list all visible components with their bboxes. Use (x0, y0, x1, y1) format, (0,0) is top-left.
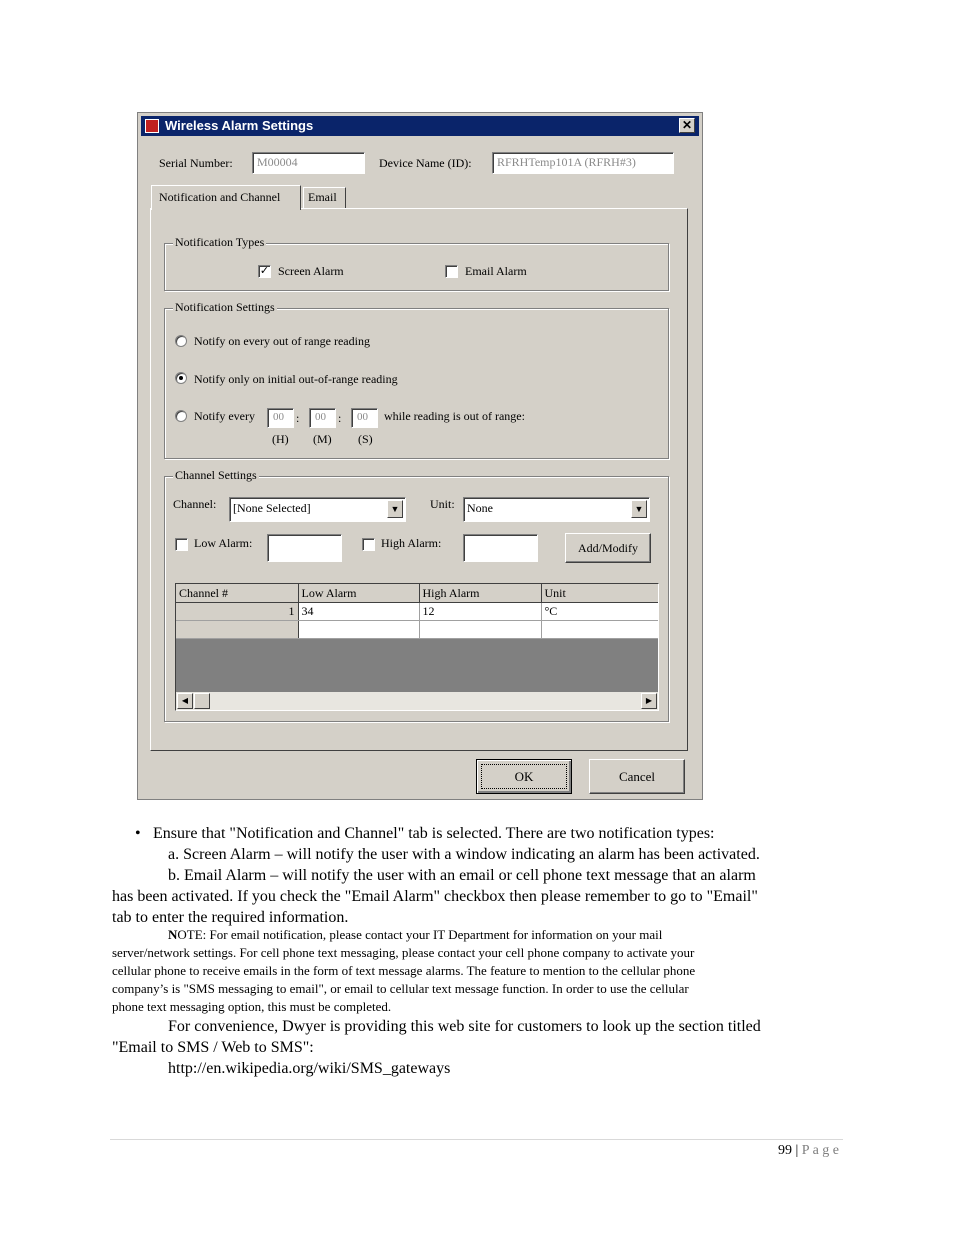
cancel-button[interactable]: Cancel (589, 759, 685, 794)
group-title: Notification Settings (175, 300, 275, 314)
notify-interval-label: Notify every (194, 409, 255, 423)
grid-cell[interactable] (298, 621, 419, 639)
low-alarm-label: Low Alarm: (194, 536, 253, 550)
tab-notification-and-channel[interactable] (151, 185, 301, 210)
grid-cell[interactable]: 12 (419, 603, 541, 621)
tab-email[interactable] (303, 187, 346, 208)
minutes-unit-label: (M) (313, 432, 332, 446)
dialog-title: Wireless Alarm Settings (165, 118, 314, 133)
note-text: company’s is "SMS messaging to email", or email to cellular text message function. In order to use the cellular (112, 981, 689, 996)
hours-field[interactable]: 00 (267, 408, 294, 428)
grid-cell[interactable]: 1 (176, 603, 298, 621)
table-row[interactable] (176, 621, 658, 639)
out-of-range-label: while reading is out of range: (384, 409, 525, 423)
title-bar (141, 116, 699, 136)
notify-every-reading-label: Notify on every out of range reading (194, 334, 370, 348)
note-text: phone text messaging option, this must be completed. (112, 999, 392, 1014)
item-a-text: a. Screen Alarm – will notify the user with a window indicating an alarm has been activated. (168, 846, 760, 863)
device-name-label: Device Name (ID): (379, 156, 472, 170)
grid-cell[interactable]: °C (541, 603, 658, 621)
time-separator: : (338, 411, 342, 425)
note-initial: N (168, 927, 178, 942)
bullet-icon: • (135, 825, 141, 842)
email-alarm-checkbox[interactable] (445, 265, 458, 278)
note-text: OTE: For email notification, please contact your IT Department for information on your mail (177, 927, 663, 942)
footer-separator: | (795, 1143, 799, 1158)
scroll-left-icon[interactable]: ◀ (177, 693, 193, 709)
grid-header[interactable]: Channel # (176, 584, 298, 603)
bullet-text: Ensure that "Notification and Channel" tab is selected. There are two notification types: (153, 825, 715, 842)
unit-select[interactable] (463, 497, 650, 522)
time-separator: : (296, 411, 300, 425)
grid-cell[interactable] (176, 621, 298, 639)
tab-label: Email (308, 190, 337, 204)
note-text: cellular phone to receive emails in the form of text message alarms. The feature to mention to the cellular phone (112, 963, 696, 978)
chevron-down-icon[interactable]: ▼ (631, 500, 647, 518)
screen-alarm-checkbox[interactable]: ✓ (259, 265, 270, 277)
item-b-text: tab to enter the required information. (112, 909, 349, 926)
channel-select-value: [None Selected] (233, 501, 311, 515)
notify-initial-reading-radio[interactable] (175, 372, 187, 384)
page-footer (600, 1143, 839, 1159)
grid-cell[interactable]: 34 (298, 603, 419, 621)
footer-divider (110, 1139, 843, 1140)
chevron-down-icon[interactable]: ▼ (387, 500, 403, 518)
note-text: server/network settings. For cell phone text messaging, please contact your cell phone company to activate your (112, 945, 695, 960)
scroll-thumb[interactable] (194, 693, 210, 709)
low-alarm-checkbox[interactable] (175, 538, 188, 551)
hours-unit-label: (H) (272, 432, 289, 446)
device-name-field[interactable]: RFRHTemp101A (RFRH#3) (492, 152, 674, 174)
channel-grid (175, 583, 659, 711)
unit-select-value: None (467, 501, 493, 515)
horizontal-scrollbar[interactable] (176, 692, 658, 710)
minutes-field[interactable]: 00 (309, 408, 336, 428)
notify-initial-reading-label: Notify only on initial out-of-range reading (194, 372, 398, 386)
item-b-text: has been activated. If you check the "Email Alarm" checkbox then please remember to go to "Email" (112, 888, 758, 905)
high-alarm-input[interactable] (463, 534, 538, 562)
serial-number-label: Serial Number: (159, 156, 233, 170)
table-row[interactable] (176, 603, 658, 621)
serial-number-field[interactable]: M00004 (252, 152, 365, 174)
channel-label: Channel: (173, 497, 217, 511)
page-number: 99 (777, 1143, 792, 1158)
group-title: Channel Settings (175, 468, 257, 482)
page-word: P a g e (801, 1143, 839, 1158)
high-alarm-checkbox[interactable] (362, 538, 375, 551)
item-b-text: b. Email Alarm – will notify the user with an email or cell phone text message that an alarm (168, 867, 756, 884)
convenience-text: For convenience, Dwyer is providing this web site for customers to look up the section titled (168, 1018, 761, 1035)
grid-header[interactable]: Unit (541, 584, 658, 603)
app-icon (145, 119, 159, 133)
convenience-text: "Email to SMS / Web to SMS": (112, 1039, 314, 1056)
scroll-right-icon[interactable]: ▶ (641, 693, 657, 709)
tab-label: Notification and Channel (159, 190, 281, 204)
sms-gateways-link[interactable]: http://en.wikipedia.org/wiki/SMS_gateways (168, 1060, 451, 1077)
low-alarm-input[interactable] (267, 534, 342, 562)
notification-types-group (164, 235, 669, 291)
unit-label: Unit: (430, 497, 455, 511)
high-alarm-label: High Alarm: (381, 536, 442, 550)
ok-button-label: OK (481, 764, 567, 789)
group-title: Notification Types (175, 235, 265, 249)
channel-select[interactable] (229, 497, 406, 522)
close-icon[interactable]: ✕ (679, 118, 695, 133)
seconds-field[interactable]: 00 (351, 408, 378, 428)
notify-every-reading-radio[interactable] (175, 335, 187, 347)
ok-button[interactable] (476, 759, 572, 794)
screen-alarm-label: Screen Alarm (278, 264, 344, 278)
email-alarm-label: Email Alarm (465, 264, 527, 278)
seconds-unit-label: (S) (358, 432, 373, 446)
grid-header[interactable]: High Alarm (419, 584, 541, 603)
add-modify-button[interactable]: Add/Modify (565, 533, 651, 563)
notify-interval-radio[interactable] (175, 410, 187, 422)
grid-cell[interactable] (419, 621, 541, 639)
note-paragraph (168, 926, 662, 944)
grid-cell[interactable] (541, 621, 658, 639)
grid-header[interactable]: Low Alarm (298, 584, 419, 603)
